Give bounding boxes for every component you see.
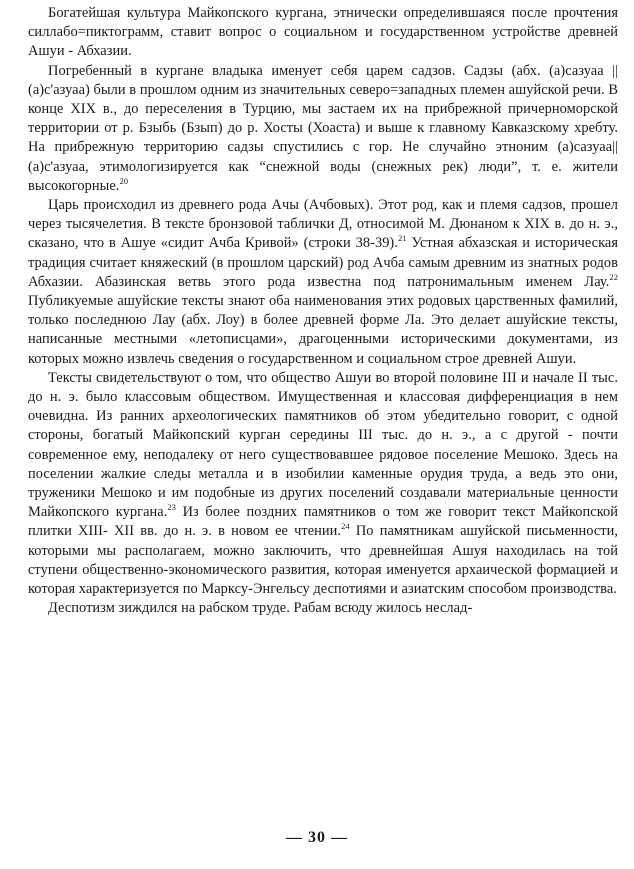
paragraph-achba-clan <box>28 196 618 369</box>
paragraph-sadz-tribe <box>28 62 618 196</box>
footnote-ref: 21 <box>397 233 407 244</box>
footnote-ref: 20 <box>119 176 129 187</box>
footnote-ref: 24 <box>341 521 350 532</box>
paragraph-class-text-1: Тексты свидетельствуют о том, что общество Ашуи во второй половине III и начале II тыс. до н. э. было классовым обществом. Имущественная и классовая дифференциация в нем очевидна. Из ранних археологических памятников об этом убедительно говорит, с одной стороны, богатый Майкопский курган середины III тыс. до н. э., а с другой - почти современное ему, неподалеку от него существовавшее рядовое поселение Мешоко. Здесь на поселении жалкие следы металла и в изобилии каменные орудия труда, а ведь это они, труженики Мешоко и им подобные из других поселений создавали материальные ценности Майкопского кургана. <box>28 369 618 521</box>
paragraph-kurgan-culture: Богатейшая культура Майкопского кургана, этнически определившаяся после прочтения силлабо=пиктограмм, ставит вопрос о социальном и государственном устройстве древней Ашуи - Абхазии. <box>28 5 618 60</box>
footnote-ref: 23 <box>167 502 176 513</box>
paragraph-achba-text-3: Публикуемые ашуйские тексты знают оба наименования этих родовых царственных фамилий, только последнюю Лау (абх. Лоу) в более древней форме Ла. Это делает ашуйские тексты, написанные местными «летописцами», драгоценными историческими документами, из которых можно извлечь сведения о государственном и социальном строе древней Ашуи. <box>28 293 618 367</box>
paragraph-achba-text-1: Царь происходил из древнего рода Ачы (Ачбовых). Этот род, как и племя садзов, прошел через тысячелетия. В тексте бронзовой таблички Д, относимой М. Дюнаном к XIX в. до н. э., сказано, что в Ашуе «сидит Ачба Кривой» (строки 38-39). <box>28 197 618 252</box>
paragraph-class-text-2: Из более поздних памятников о том же говорит текст Майкопской плитки XIII- XII вв. до н. э. в новом ее чтении. <box>28 504 619 540</box>
paragraph-despotism: Деспотизм зиждился на рабском труде. Рабам всюду жилось неслад- <box>48 600 473 617</box>
paragraph-sadz-tribe-text: Погребенный в кургане владыка именует себя царем садзов. Садзы (абх. (а)сазуаа || (а)с'азуаа) были в прошлом одним из значительных северо=западных племен ашуйской речи. В конце XIX в., до переселения в Турцию, мы застаем их на прибрежной причерноморской территории от р. Бзыбь (Бзып) до р. Хосты (Хоаста) и выше к главному Кавказскому хребту. На прибрежную территорию садзы спустились с гор. Не случайно этноним (а)сазуаа||(а)с'азуаа, этимологизируется как “снежной воды (снежных рек) люди”, т. е. жители высокогорные. <box>28 62 618 194</box>
page-number: — 30 — <box>286 829 348 846</box>
footnote-ref: 22 <box>609 272 618 283</box>
paragraph-achba-text-2: Устная абхазская и историческая традиция считает княжеский (в прошлом царский) род Ачба самым древним из знатных родов Абхазии. Абазинская ветвь этого рода известна под патронимальным именем Лау. <box>28 235 619 290</box>
paragraph-class-text-3: По памятникам ашуйской письменности, которыми мы располагаем, можно заключить, что древнейшая Ашуя находилась на той ступени общественно-экономического развития, которая именуется архаической формацией и которая характеризуется по Марксу-Энгельсу деспотиями и азиатским способом производства. <box>28 523 618 598</box>
paragraph-class-society <box>28 369 618 599</box>
